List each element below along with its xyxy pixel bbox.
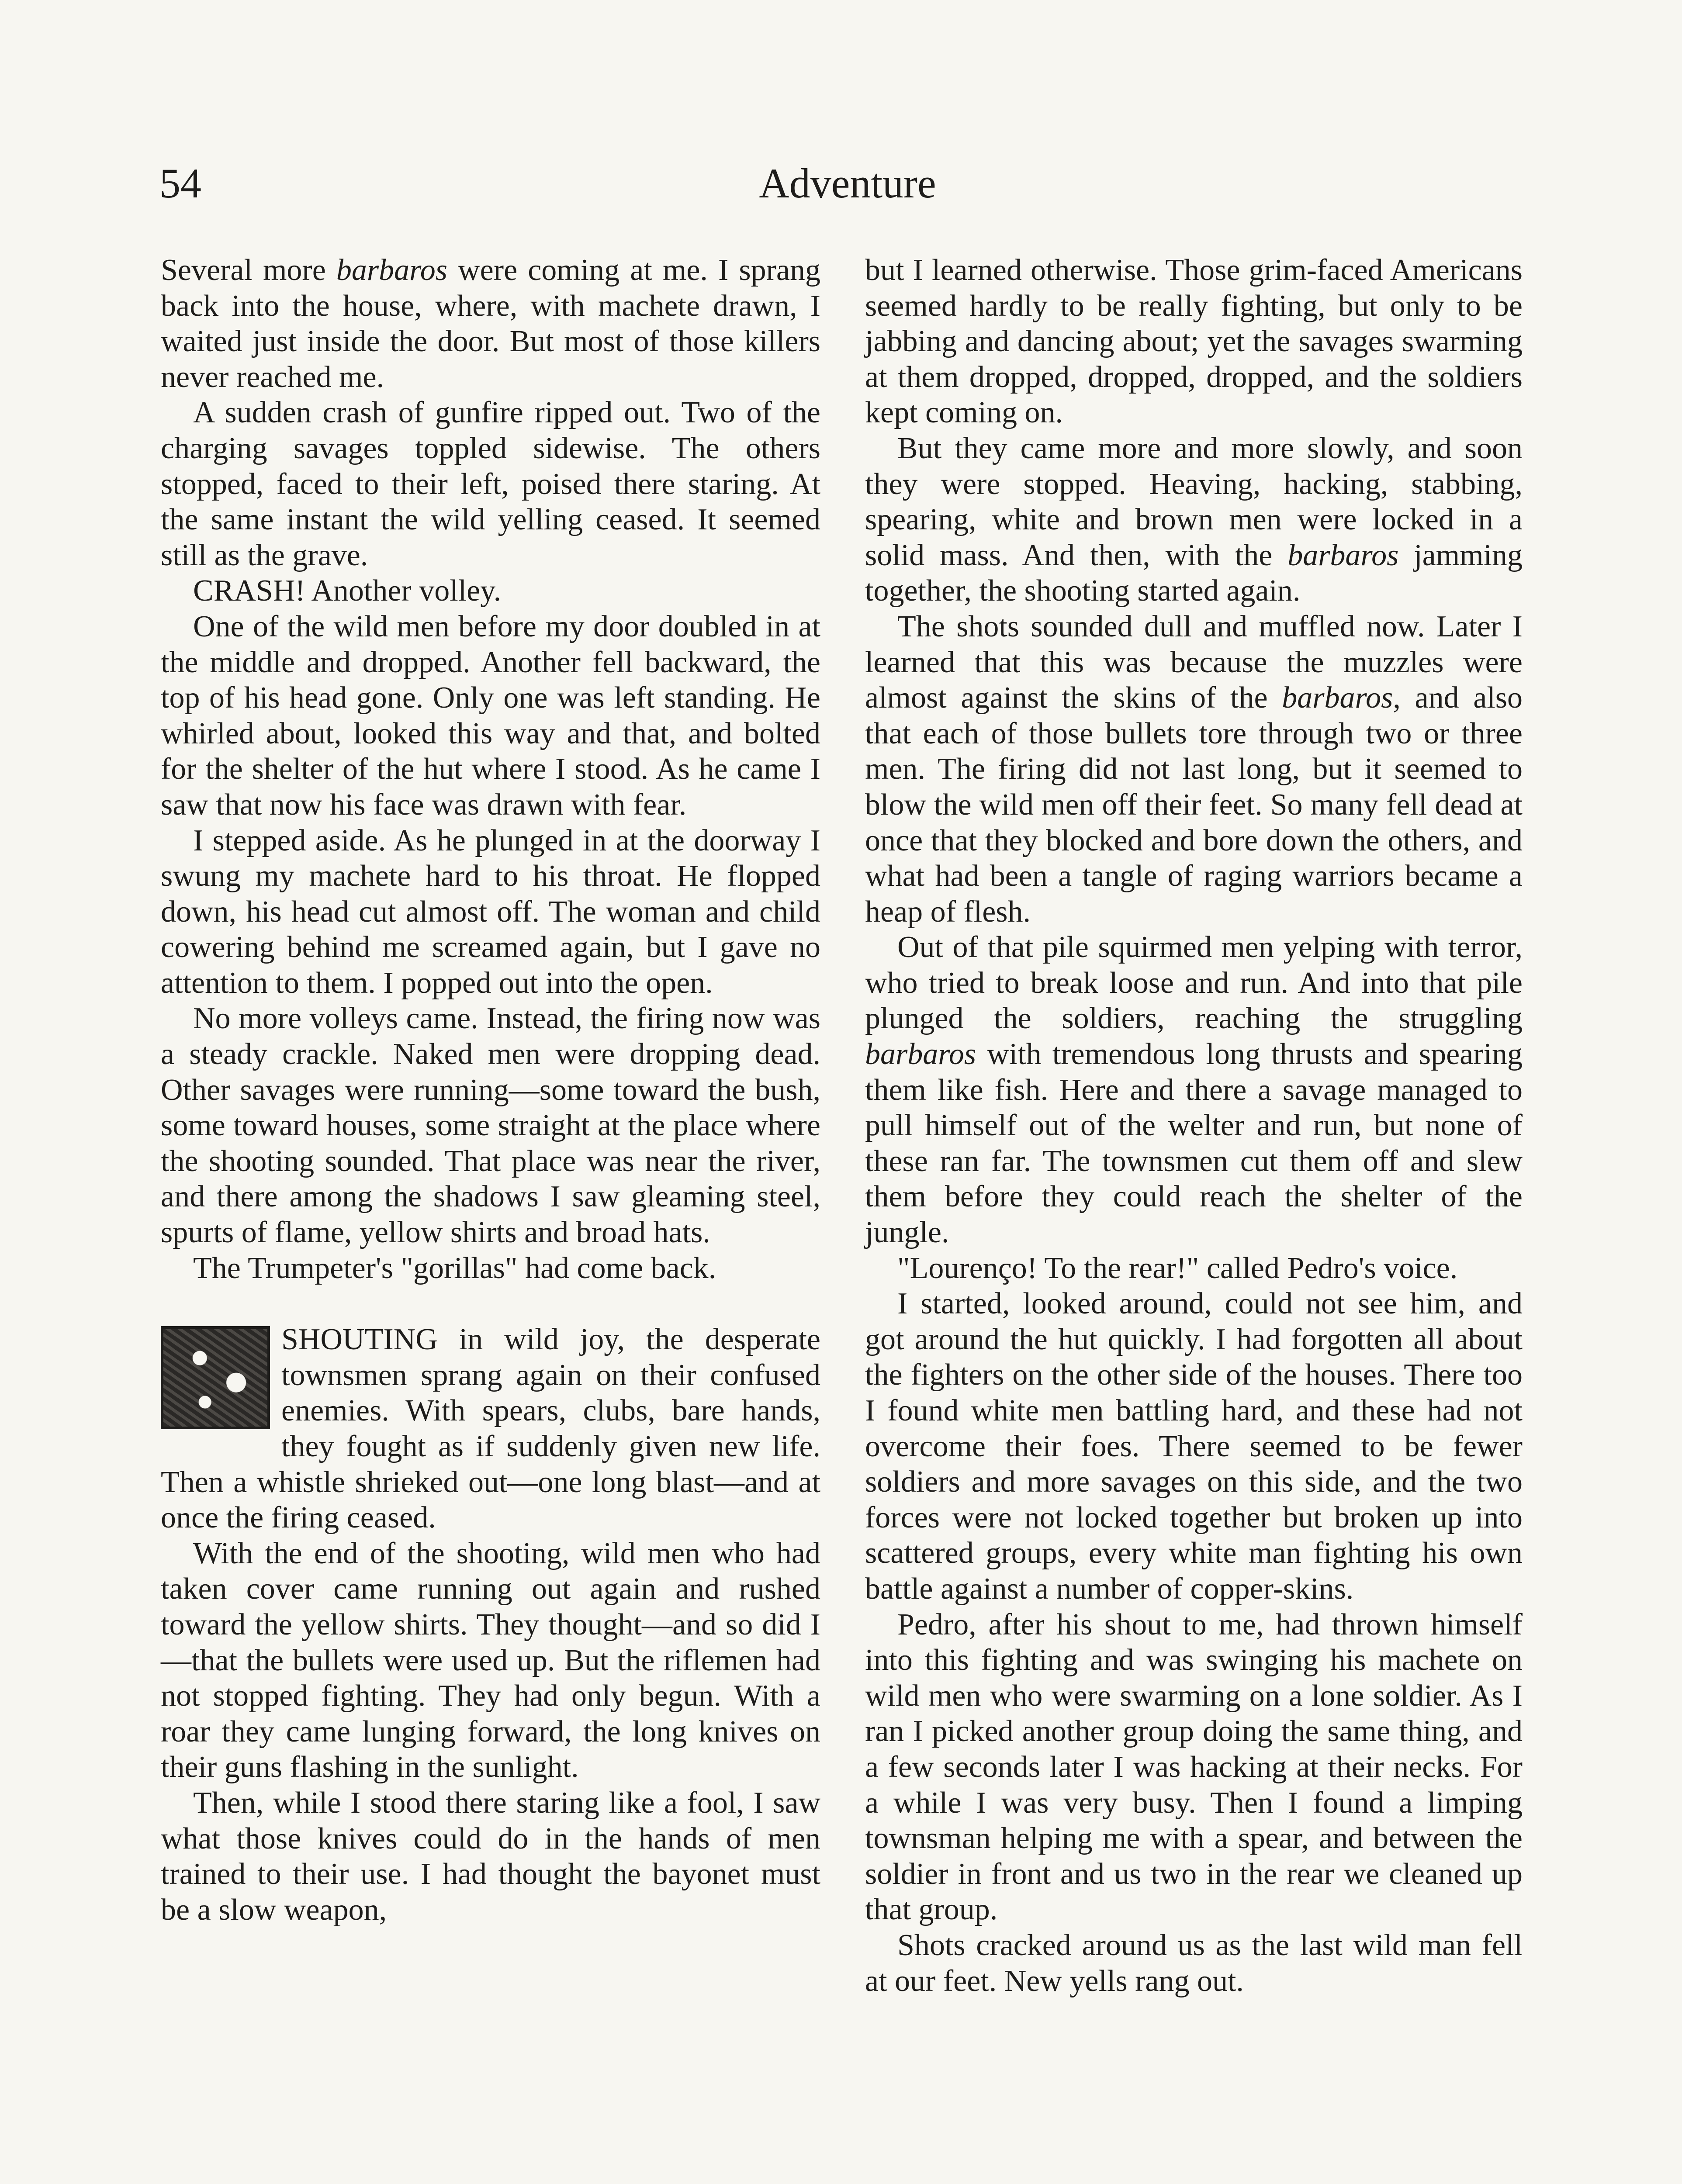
paragraph: CRASH! Another volley. [193, 574, 502, 608]
paragraph: I started, looked around, could not see him, and got around the hut quickly. I had forgotten all about the fighters on the other side of the houses. There too I found white men battling hard, and these had not overcome their foes. There seemed to be fewer soldiers and more savages on this side, and the two forces were not locked together but broken up into scattered groups, every white man fighting his own battle against a number of copper-skins. [865, 1287, 1523, 1606]
paragraph: Then, while I stood there staring like a fool, I saw what those knives could do in the hands of men trained to their use. I had thought the bayonet must be a slow weapon, [161, 1786, 820, 1927]
paragraph: A sudden crash of gunfire ripped out. Two of the charging savages toppled sidewise. The others stopped, faced to their left, poised there staring. At the same instant the wild yelling ceased. It seemed still as the grave. [161, 396, 820, 572]
italic-word: barbaros [1282, 681, 1393, 715]
italic-word: barbaros [865, 1037, 976, 1071]
paragraph: Several more barbaros were coming at me. I sprang back into the house, where, with machete drawn, I waited just inside the door. But most of those killers never reached me. [161, 253, 820, 394]
italic-word: barbaros [1287, 538, 1399, 572]
page-number: 54 [159, 160, 201, 207]
paragraph: But they came more and more slowly, and soon they were stopped. Heaving, hacking, stabbing, spearing, white and brown men were locked in a solid mass. And then, with the barbaros jamming together, the shooting started again. [865, 431, 1523, 608]
running-head: Adventure [759, 160, 936, 207]
paragraph: Out of that pile squirmed men yelping with terror, who tried to break loose and run. And into that pile plunged the soldiers, reaching the struggling barbaros with tremendous long thrusts and spearing them like fish. Here and there a savage managed to pull himself out of the welter and run, but none of these ran far. The townsmen cut them off and slew them before they could reach the shelter of the jungle. [865, 930, 1523, 1250]
decorative-initial-icon [161, 1326, 270, 1429]
paragraph: The Trumpeter's "gorillas" had come back. [193, 1251, 716, 1285]
paragraph: but I learned otherwise. Those grim-faced Americans seemed hardly to be really fighting, but only to be jabbing and dancing about; yet the savages swarming at them dropped, dropped, dropped, and the soldiers kept coming on. [865, 253, 1523, 430]
section-break [161, 1286, 820, 1322]
right-column [865, 252, 1523, 1999]
paragraph: Pedro, after his shout to me, had thrown himself into this fighting and was swinging his machete on wild men who were swarming on a lone soldier. As I ran I picked another group doing the same thing, and a few seconds later I was hacking at their necks. For a while I was very busy. Then I found a limping townsman helping me with a spear, and between the soldier in front and us two in the rear we cleaned up that group. [865, 1607, 1523, 1927]
paragraph: "Lourenço! To the rear!" called Pedro's voice. [897, 1251, 1458, 1285]
paragraph-with-drop-cap: SHOUTING in wild joy, the desperate townsmen sprang again on their confused enemies. With spears, clubs, bare hands, they fought as if suddenly given new life. Then a whistle shrieked out—one long blast—and at once the firing ceased. [161, 1323, 820, 1535]
paragraph: No more volleys came. Instead, the firing now was a steady crackle. Naked men were dropping dead. Other savages were running—some toward the bush, some toward houses, some straight at the place where the shooting sounded. That place was near the river, and there among the shadows I saw gleaming steel, spurts of flame, yellow shirts and broad hats. [161, 1002, 820, 1250]
paragraph: The shots sounded dull and muffled now. Later I learned that this was because the muzzles were almost against the skins of the barbaros, and also that each of those bullets tore through two or three men. The firing did not last long, but it seemed to blow the wild men off their feet. So many fell dead at once that they blocked and bore down the others, and what had been a tangle of raging warriors became a heap of flesh. [865, 609, 1523, 929]
italic-word: barbaros [336, 253, 448, 287]
paragraph: One of the wild men before my door doubled in at the middle and dropped. Another fell backward, the top of his head gone. Only one was left standing. He whirled about, looked this way and that, and bolted for the shelter of the hut where I stood. As he came I saw that now his face was drawn with fear. [161, 609, 820, 822]
paragraph: With the end of the shooting, wild men who had taken cover came running out again and rushed toward the yellow shirts. They thought—and so did I—that the bullets were used up. But the riflemen had not stopped fighting. They had only begun. With a roar they came lunging forward, the long knives on their guns flashing in the sunlight. [161, 1536, 820, 1784]
paragraph: Shots cracked around us as the last wild man fell at our feet. New yells rang out. [865, 1928, 1523, 1998]
left-column [161, 252, 820, 1928]
paragraph: I stepped aside. As he plunged in at the doorway I swung my machete hard to his throat. He flopped down, his head cut almost off. The woman and child cowering behind me screamed again, but I gave no attention to them. I popped out into the open. [161, 823, 820, 1000]
